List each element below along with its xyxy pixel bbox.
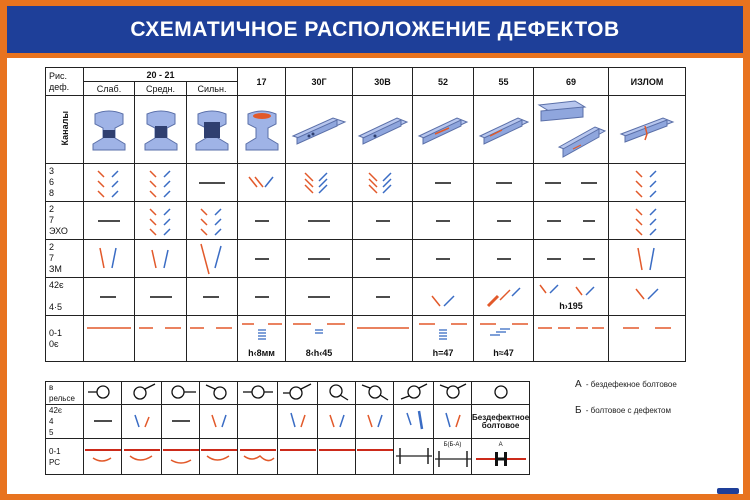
depth-note-30g: 8‹h‹45 [305, 347, 333, 358]
bolt-hole-table [45, 381, 530, 475]
flaw-mark [394, 405, 434, 439]
flaw-mark [356, 405, 394, 439]
depth-note-17: h‹8мм [248, 347, 275, 358]
flaw-mark [413, 202, 474, 240]
rail-view-30g [286, 96, 353, 164]
flaw-mark [135, 240, 187, 278]
bolt-hole-icon [200, 382, 238, 405]
flaw-mark-55 [474, 316, 534, 362]
flaw-mark-17 [238, 316, 286, 362]
flawless-bolted-label: Бездефектное болтовое [472, 405, 530, 439]
flaw-mark [200, 439, 238, 475]
depth-note-69: h›195 [559, 300, 583, 311]
flaw-mark [474, 164, 534, 202]
flaw-mark [286, 164, 353, 202]
bolt-hole-icon [394, 382, 434, 405]
corner-label: Рис. деф. [46, 68, 84, 96]
flaw-mark [84, 316, 135, 362]
rail-view-izlom [609, 96, 686, 164]
flaw-mark [238, 240, 286, 278]
flaw-mark [187, 240, 238, 278]
depth-note-55: h≈47 [493, 347, 514, 358]
flaw-mark-30g [286, 316, 353, 362]
flaw-mark [609, 202, 686, 240]
legend-item-b: Б - болтовое с дефектом [575, 405, 671, 416]
flaw-mark [238, 164, 286, 202]
flaw-mark-empty [238, 405, 278, 439]
flaw-mark [534, 164, 609, 202]
flaw-mark [609, 240, 686, 278]
group-header-20-21: 20 - 21 [84, 68, 238, 82]
flaw-mark-flawless-bolted-a: А [472, 439, 530, 475]
flaw-mark [200, 405, 238, 439]
bolt-hole-icon [84, 382, 122, 405]
col-header-17: 17 [238, 68, 286, 96]
flaw-mark [162, 405, 200, 439]
flaw-mark [609, 164, 686, 202]
bolt-hole-icon [122, 382, 162, 405]
title-bar [7, 6, 743, 58]
flaw-mark-flawed-bolted [394, 439, 434, 475]
flaw-mark [135, 202, 187, 240]
page-title: СХЕМАТИЧНОЕ РАСПОЛОЖЕНИЕ ДЕФЕКТОВ [130, 17, 620, 41]
row-label-27-echo: 2 7 ЭХО [46, 202, 84, 240]
flaw-mark [534, 316, 609, 362]
flaw-mark [84, 164, 135, 202]
flaw-mark [534, 240, 609, 278]
flaw-mark [135, 316, 187, 362]
flaw-mark [187, 316, 238, 362]
flaw-mark [474, 278, 534, 316]
flaw-mark [474, 202, 534, 240]
flaw-mark [286, 240, 353, 278]
flaw-mark [534, 202, 609, 240]
flaw-mark [286, 202, 353, 240]
col-header-69: 69 [534, 68, 609, 96]
row-label-27-zm: 2 7 ЗМ [46, 240, 84, 278]
flaw-mark [609, 316, 686, 362]
bolt-hole-icon [162, 382, 200, 405]
rail-section-medium [135, 96, 187, 164]
flaw-mark [278, 439, 318, 475]
sub-header-weak: Слаб. [84, 82, 135, 96]
flaw-mark [318, 439, 356, 475]
poster-sheet [7, 6, 743, 494]
rail-section-weak [84, 96, 135, 164]
depth-note-52: h=47 [432, 347, 454, 358]
bolt-hole-icon [434, 382, 472, 405]
flaw-mark [434, 405, 472, 439]
flaw-mark [286, 278, 353, 316]
flaw-mark [135, 278, 187, 316]
flaw-mark [318, 405, 356, 439]
flaw-mark [187, 278, 238, 316]
flaw-mark [187, 202, 238, 240]
row-label-42-45: 42є 4·5 [46, 278, 84, 316]
defect-table [45, 67, 686, 362]
flaw-mark-69 [534, 278, 609, 316]
flaw-mark [135, 164, 187, 202]
flaw-mark [474, 240, 534, 278]
flaw-mark [278, 405, 318, 439]
flaw-mark [356, 439, 394, 475]
bolt-hole-icon [318, 382, 356, 405]
flaw-mark [84, 439, 122, 475]
rail-view-69 [534, 96, 609, 164]
flaw-mark [353, 202, 413, 240]
row-label-01-0: 0-1 0є [46, 316, 84, 362]
flaw-mark-52 [413, 316, 474, 362]
bolt-hole-icon [278, 382, 318, 405]
rail-view-30v [353, 96, 413, 164]
flaw-mark [187, 164, 238, 202]
flaw-mark [84, 202, 135, 240]
flaw-mark [413, 278, 474, 316]
flaw-mark [353, 316, 413, 362]
flaw-mark [122, 405, 162, 439]
rail-view-52 [413, 96, 474, 164]
col-header-30g: 30Г [286, 68, 353, 96]
col-header-55: 55 [474, 68, 534, 96]
flaw-mark [413, 240, 474, 278]
bottom-row-label-42: 42є 4 5 [46, 405, 84, 439]
flaw-mark [353, 240, 413, 278]
rail-section-strong [187, 96, 238, 164]
flaw-mark [84, 240, 135, 278]
image-row-label: Каналы [46, 96, 84, 164]
bolt-hole-icon [356, 382, 394, 405]
bottom-row-label-01-rs: 0-1 РС [46, 439, 84, 475]
flaw-mark [413, 164, 474, 202]
flaw-mark [353, 278, 413, 316]
col-header-30v: 30В [353, 68, 413, 96]
sub-header-medium: Средн. [135, 82, 187, 96]
flaw-mark [162, 439, 200, 475]
flaw-mark [84, 278, 135, 316]
sub-header-strong: Сильн. [187, 82, 238, 96]
flaw-mark [84, 405, 122, 439]
bolt-hole-icon [238, 382, 278, 405]
legend-item-a: А - бездефекное болтовое [575, 379, 677, 390]
rail-section-17 [238, 96, 286, 164]
publisher-logo [717, 488, 739, 494]
bolt-hole-clean-icon [472, 382, 530, 405]
flaw-mark [238, 278, 286, 316]
flaw-mark [609, 278, 686, 316]
flaw-mark [353, 164, 413, 202]
flaw-mark-flawed-bolted-b: Б(Б-А) [434, 439, 472, 475]
bottom-row-label-rail: в рельсе [46, 382, 84, 405]
flaw-mark [122, 439, 162, 475]
rail-view-55 [474, 96, 534, 164]
row-label-368: 3 6 8 [46, 164, 84, 202]
flaw-mark [238, 439, 278, 475]
flaw-mark [238, 202, 286, 240]
col-header-izlom: ИЗЛОМ [609, 68, 686, 96]
col-header-52: 52 [413, 68, 474, 96]
